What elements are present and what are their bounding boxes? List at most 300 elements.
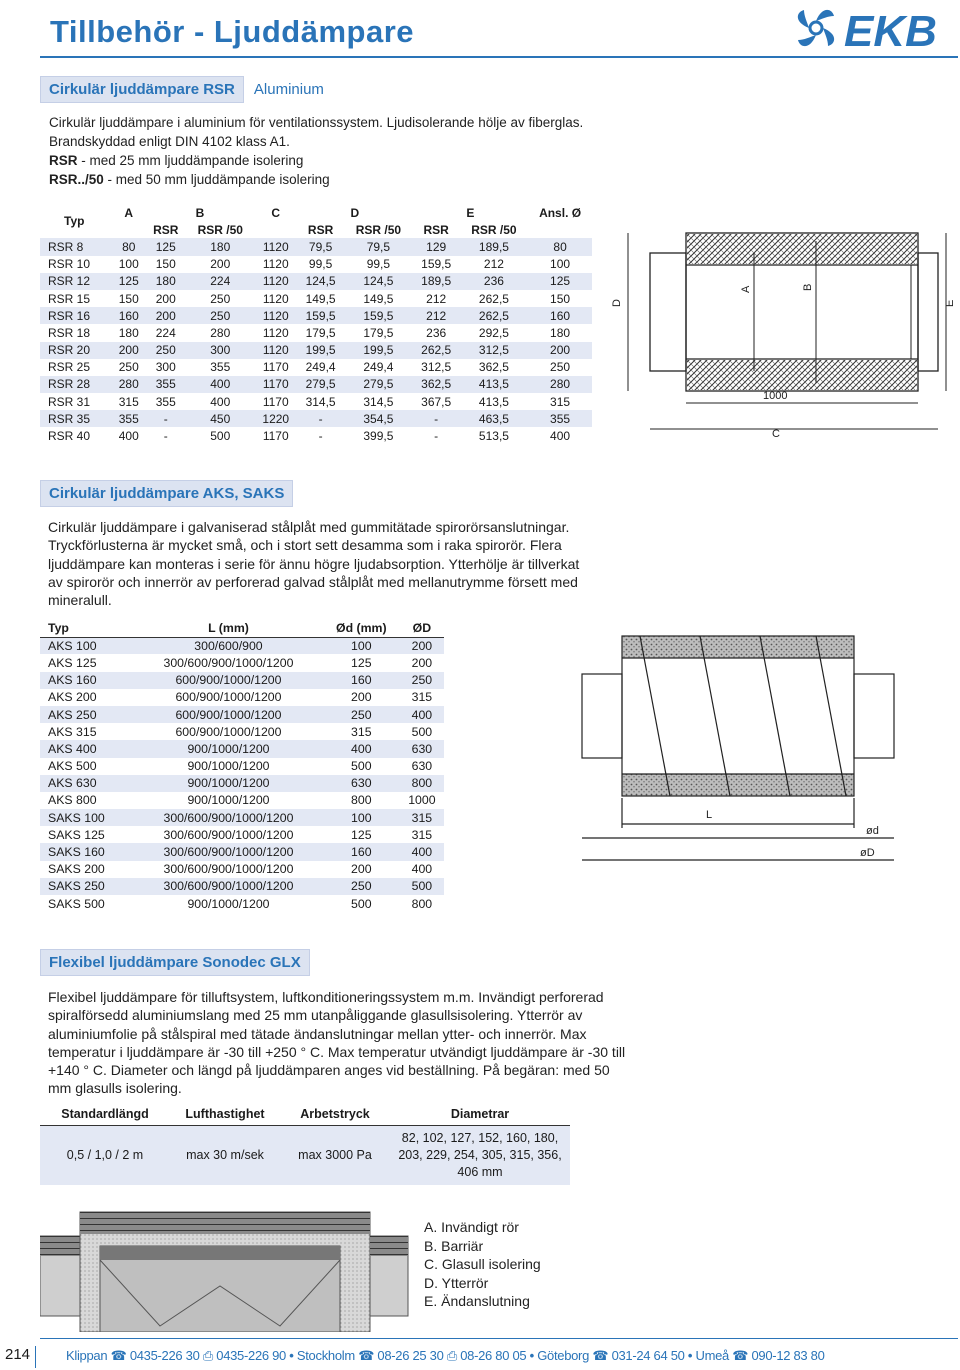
aks-value-cell: 300/600/900 xyxy=(134,637,323,654)
aks-value-cell: 900/1000/1200 xyxy=(134,775,323,792)
aks-table-row xyxy=(40,672,444,689)
rsr-value-cell: 189,5 xyxy=(413,273,460,290)
rsr-table-row xyxy=(40,359,592,376)
rsr-value-cell: 150 xyxy=(155,257,176,272)
rsr-value-cell: 355 xyxy=(145,376,186,393)
rsr-type-cell: RSR 25 xyxy=(48,360,91,375)
rsr-value-cell: 180 xyxy=(145,273,186,290)
glx-col-diameters: Diametrar xyxy=(390,1103,570,1125)
rsr-value-cell: 150 xyxy=(118,291,139,306)
legend-d: D. Ytterrör xyxy=(424,1274,489,1291)
aks-value-cell: 900/1000/1200 xyxy=(134,740,323,757)
rsr-value-cell: 315 xyxy=(118,394,139,409)
rsr-value-cell: 355 xyxy=(112,410,145,427)
glx-pressure: max 3000 Pa xyxy=(280,1125,390,1185)
footer-city: Stockholm xyxy=(296,1348,355,1363)
logo-text: EKB xyxy=(844,7,937,52)
aks-col-oD: ØD xyxy=(400,620,444,637)
rsr-value-cell: 315 xyxy=(550,394,571,409)
rsr-table-row xyxy=(40,393,592,410)
aks-type-cell: SAKS 100 xyxy=(40,809,134,826)
rsr-value-cell: 1170 xyxy=(262,394,289,409)
rsr-type-cell: RSR 10 xyxy=(48,257,91,272)
aks-value-cell: 630 xyxy=(323,775,400,792)
aks-value-cell: 400 xyxy=(400,843,444,860)
glx-row xyxy=(40,1125,570,1185)
rsr-value-cell: 280 xyxy=(112,376,145,393)
aks-table xyxy=(40,620,444,912)
rsr-type-cell: RSR 15 xyxy=(48,291,91,306)
rsr-value-cell: 79,5 xyxy=(297,238,344,255)
footer-contacts xyxy=(66,1348,825,1364)
rsr-value-cell: 1120 xyxy=(262,257,289,272)
rsr-value-cell: 1220 xyxy=(254,410,297,427)
rsr-value-cell: 180 xyxy=(186,238,254,255)
aks-table-row xyxy=(40,740,444,757)
rsr-table-row xyxy=(40,238,592,255)
footer-city: Göteborg xyxy=(537,1348,590,1363)
aks-type-cell: AKS 200 xyxy=(48,690,97,705)
rsr-value-cell: 355 xyxy=(528,410,592,427)
rsr-table-row xyxy=(40,273,592,290)
col-ansl: Ansl. Ø xyxy=(539,205,582,220)
rsr-value-cell: 292,5 xyxy=(478,325,509,340)
aks-type-cell: AKS 100 xyxy=(40,637,134,654)
aks-type-cell: AKS 630 xyxy=(40,775,134,792)
page-number: 214 xyxy=(0,1346,36,1368)
aks-value-cell: 315 xyxy=(411,827,433,842)
rsr-value-cell: 279,5 xyxy=(344,376,412,393)
col-b-rsr: RSR xyxy=(153,222,179,237)
col-d-rsr: RSR xyxy=(307,222,334,237)
rsr-value-cell: 1120 xyxy=(254,238,297,255)
fan-icon xyxy=(798,10,834,46)
aks-value-cell: 400 xyxy=(411,862,433,877)
aks-table-row xyxy=(40,654,444,671)
aks-table-row xyxy=(40,723,444,740)
aks-value-cell: 200 xyxy=(400,637,444,654)
aks-value-cell: 300/600/900/1000/1200 xyxy=(134,878,323,895)
aks-table-row xyxy=(40,878,444,895)
glx-heading-label: Flexibel ljuddämpare Sonodec GLX xyxy=(40,949,310,976)
glx-col-length: Standardlängd xyxy=(40,1103,170,1125)
aks-table-row xyxy=(40,861,444,878)
rsr-value-cell: 125 xyxy=(528,273,592,290)
rsr-value-cell: 250 xyxy=(145,342,186,359)
aks-value-cell: 500 xyxy=(351,759,372,774)
footer-rule xyxy=(40,1338,958,1339)
rsr-value-cell: 249,4 xyxy=(305,360,336,375)
glx-legend xyxy=(424,1218,541,1311)
aks-type-cell: SAKS 125 xyxy=(48,827,105,842)
rsr-value-cell: 355 xyxy=(155,394,176,409)
fax-icon: ⎙ xyxy=(202,1348,213,1363)
rsr-value-cell: 413,5 xyxy=(460,376,528,393)
aks-value-cell: 200 xyxy=(351,690,372,705)
rsr-value-cell: 250 xyxy=(118,360,139,375)
phone-icon: ☎ xyxy=(592,1348,609,1363)
rsr-value-cell: 280 xyxy=(528,376,592,393)
rsr-value-cell: 150 xyxy=(550,291,571,306)
footer-tel: 08-26 25 30 xyxy=(377,1348,444,1363)
rsr-type-cell: RSR 20 xyxy=(40,342,112,359)
col-b: B xyxy=(195,205,205,220)
rsr-value-cell: 354,5 xyxy=(344,410,412,427)
aks-value-cell: 250 xyxy=(323,706,400,723)
rsr-value-cell: 212 xyxy=(413,307,460,324)
rsr-value-cell: 300 xyxy=(186,342,254,359)
rsr-value-cell: 300 xyxy=(155,360,176,375)
aks-col-l: L (mm) xyxy=(134,620,323,637)
aks-value-cell: 630 xyxy=(400,740,444,757)
legend-c: C. Glasull isolering xyxy=(424,1256,541,1273)
glx-col-pressure: Arbetstryck xyxy=(280,1103,390,1125)
rsr-value-cell: 1170 xyxy=(254,376,297,393)
aks-value-cell: 100 xyxy=(323,809,400,826)
rsr-value-cell: 125 xyxy=(112,273,145,290)
aks-value-cell: 100 xyxy=(323,637,400,654)
rsr-desc-3: RSR../50 - med 50 mm ljuddämpande isolering xyxy=(49,172,330,187)
rsr-value-cell: 200 xyxy=(112,342,145,359)
legend-a: A. Invändigt rör xyxy=(424,1219,519,1235)
rsr-type-cell: RSR 31 xyxy=(48,394,91,409)
aks-value-cell: 500 xyxy=(351,896,372,911)
rsr-value-cell: 236 xyxy=(426,325,447,340)
col-d: D xyxy=(350,205,360,220)
rsr-value-cell: 280 xyxy=(210,325,231,340)
col-e-rsr50: RSR /50 xyxy=(471,222,517,237)
aks-value-cell: 250 xyxy=(323,878,400,895)
footer-city: Klippan xyxy=(66,1348,108,1363)
rsr-value-cell: 450 xyxy=(186,410,254,427)
rsr-type-cell: RSR 16 xyxy=(40,307,112,324)
footer-fax: 0435-226 90 xyxy=(216,1348,286,1363)
rsr-table-row xyxy=(40,256,592,273)
aks-value-cell: 800 xyxy=(400,775,444,792)
footer-fax: 08-26 80 05 xyxy=(460,1348,527,1363)
dim-length: 1000 xyxy=(763,390,788,402)
col-e: E xyxy=(466,205,475,220)
rsr-table-row xyxy=(40,342,592,359)
rsr-value-cell: 224 xyxy=(186,273,254,290)
rsr-value-cell: 236 xyxy=(460,273,528,290)
bullet-icon: • xyxy=(529,1348,534,1363)
col-d-rsr50: RSR /50 xyxy=(355,222,402,237)
rsr-type-cell: RSR 12 xyxy=(40,273,112,290)
aks-value-cell: 600/900/1000/1200 xyxy=(175,690,282,705)
aks-table-row xyxy=(40,775,444,792)
rsr-table-row xyxy=(40,324,592,341)
rsr-heading xyxy=(40,76,334,103)
bullet-icon: • xyxy=(289,1348,294,1363)
rsr-value-cell: - xyxy=(145,410,186,427)
rsr-type-cell: RSR 35 xyxy=(40,410,112,427)
rsr-value-cell: 100 xyxy=(550,257,571,272)
rsr-type-cell: RSR 18 xyxy=(48,325,91,340)
rsr-value-cell: 312,5 xyxy=(460,342,528,359)
rsr-value-cell: 1170 xyxy=(262,429,289,444)
rsr-value-cell: 1120 xyxy=(254,342,297,359)
aks-value-cell: 500 xyxy=(400,878,444,895)
rsr-value-cell: 314,5 xyxy=(305,394,336,409)
dim-d: D xyxy=(611,299,623,307)
aks-header-row xyxy=(40,620,444,637)
rsr-value-cell: 312,5 xyxy=(421,360,452,375)
rsr-value-cell: 200 xyxy=(145,307,186,324)
aks-value-cell: 300/600/900/1000/1200 xyxy=(134,843,323,860)
bullet-icon: • xyxy=(687,1348,693,1363)
rsr-value-cell: 200 xyxy=(528,342,592,359)
col-c: C xyxy=(271,205,281,220)
rsr-table-row xyxy=(40,307,592,324)
aks-table-row xyxy=(40,792,444,809)
dim-e: E xyxy=(944,299,956,307)
rsr-table-row xyxy=(40,410,592,427)
glx-speed: max 30 m/sek xyxy=(170,1125,280,1185)
aks-value-cell: 1000 xyxy=(408,793,436,808)
rsr-value-cell: 362,5 xyxy=(478,360,509,375)
dim-c: C xyxy=(772,428,780,440)
rsr-value-cell: 1120 xyxy=(262,291,289,306)
glx-diameters: 82, 102, 127, 152, 160, 180, 203, 229, 254, 305, 315, 356, 406 mm xyxy=(390,1125,570,1185)
rsr-value-cell: 159,5 xyxy=(421,257,452,272)
rsr-type-cell: RSR 28 xyxy=(40,376,112,393)
aks-description: Cirkulär ljuddämpare i galvaniserad stålplåt med gummitätade spirorörsanslutningar. Tryckförlusterna är mycket små, och i stort sett desamma som i raka spirorör. Flera ljuddämpare kan monteras i serie för ännu högre ljudabsorption. Ytterhölje är tillverkat av spirorör och innerrör av perforerad galvad stålplåt med mellanutrymme försett med mineralull. xyxy=(48,519,580,609)
rsr-value-cell: - xyxy=(318,429,323,444)
aks-value-cell: 125 xyxy=(351,655,372,670)
aks-heading-label: Cirkulär ljuddämpare AKS, SAKS xyxy=(40,480,293,507)
rsr-header-row-2 xyxy=(40,221,592,238)
rsr-value-cell: 129 xyxy=(413,238,460,255)
aks-value-cell: 315 xyxy=(411,690,433,705)
dim-a: A xyxy=(740,285,752,293)
rsr-value-cell: 100 xyxy=(118,257,139,272)
aks-dim-l: L xyxy=(706,809,713,821)
rsr-value-cell: 149,5 xyxy=(305,291,336,306)
rsr-value-cell: 179,5 xyxy=(305,325,336,340)
glx-length: 0,5 / 1,0 / 2 m xyxy=(40,1125,170,1185)
ekb-logo xyxy=(790,4,960,52)
rsr-value-cell: 224 xyxy=(155,325,176,340)
aks-value-cell: 300/600/900/1000/1200 xyxy=(134,809,323,826)
footer-tel: 0435-226 30 xyxy=(129,1348,200,1363)
title-rule xyxy=(40,56,958,58)
glx-col-speed: Lufthastighet xyxy=(170,1103,280,1125)
rsr-value-cell: 99,5 xyxy=(308,257,333,272)
aks-type-cell: SAKS 500 xyxy=(48,896,105,911)
col-e-rsr: RSR xyxy=(423,222,449,237)
rsr-desc-1: Cirkulär ljuddämpare i aluminium för ventilationssystem. Ljudisolerande hölje av fiberglas. Brandskyddad enligt DIN 4102 klass A1. xyxy=(49,115,584,149)
aks-table-row xyxy=(40,895,444,912)
aks-value-cell: 900/1000/1200 xyxy=(187,793,270,808)
rsr-value-cell: 250 xyxy=(186,307,254,324)
aks-type-cell: AKS 125 xyxy=(48,655,97,670)
aks-value-cell: 315 xyxy=(400,809,444,826)
rsr-value-cell: 160 xyxy=(112,307,145,324)
rsr-value-cell: 400 xyxy=(550,429,571,444)
rsr-value-cell: 200 xyxy=(155,291,176,306)
rsr-value-cell: 367,5 xyxy=(421,394,452,409)
aks-value-cell: 800 xyxy=(351,793,372,808)
rsr-table-row xyxy=(40,427,592,444)
footer-city: Umeå xyxy=(695,1348,729,1363)
page-title: Tillbehör - Ljuddämpare xyxy=(50,14,415,49)
aks-type-cell: AKS 400 xyxy=(40,740,134,757)
rsr-value-cell: 262,5 xyxy=(460,307,528,324)
rsr-value-cell: 124,5 xyxy=(297,273,344,290)
aks-value-cell: 800 xyxy=(411,896,433,911)
rsr-value-cell: 180 xyxy=(118,325,139,340)
rsr-value-cell: 362,5 xyxy=(413,376,460,393)
rsr-value-cell: 413,5 xyxy=(478,394,509,409)
rsr-table xyxy=(40,204,592,445)
rsr-value-cell: 160 xyxy=(528,307,592,324)
phone-icon: ☎ xyxy=(732,1348,749,1363)
phone-icon: ☎ xyxy=(110,1348,127,1363)
rsr-value-cell: 249,4 xyxy=(363,360,394,375)
rsr-description xyxy=(49,113,599,189)
rsr-value-cell: 199,5 xyxy=(297,342,344,359)
rsr-value-cell: 179,5 xyxy=(363,325,394,340)
rsr-value-cell: 124,5 xyxy=(344,273,412,290)
aks-table-row xyxy=(40,809,444,826)
aks-value-cell: 300/600/900/1000/1200 xyxy=(163,862,294,877)
aks-type-cell: AKS 315 xyxy=(48,724,97,739)
rsr-value-cell: - xyxy=(163,429,168,444)
aks-diagram xyxy=(580,628,910,870)
glx-table xyxy=(40,1103,570,1185)
glx-description: Flexibel ljuddämpare för tilluftsystem, luftkonditioneringssystem m.m. Invändigt perforerad spiralförsedd aluminiumslang med 25 mm utanpåliggande glasullsisolering. Ytterrör av aluminiumfolie på stålspiral med tätade ändanslutningar mellan ytter- och innerrör. Max temperatur i ljuddämpare är -30 till +250 ° C. Max temperatur utvändigt ljuddämpare är -30 till +140 ° C. Diameter och längd på ljuddämparen anges vid beställning. På begäran: med 50 mm glasulls isolering. xyxy=(48,989,626,1097)
aks-type-cell: SAKS 250 xyxy=(40,878,134,895)
aks-col-od: Ød (mm) xyxy=(323,620,400,637)
aks-type-cell: SAKS 200 xyxy=(48,862,105,877)
aks-value-cell: 600/900/1000/1200 xyxy=(134,672,323,689)
footer-tel: 031-24 64 50 xyxy=(611,1348,685,1363)
aks-col-typ: Typ xyxy=(40,620,134,637)
rsr-value-cell: 355 xyxy=(210,360,231,375)
aks-type-cell: AKS 500 xyxy=(48,759,97,774)
rsr-value-cell: 399,5 xyxy=(363,429,394,444)
glx-heading xyxy=(40,949,310,976)
aks-value-cell: 200 xyxy=(411,655,433,670)
rsr-value-cell: 80 xyxy=(528,238,592,255)
rsr-heading-label: Cirkulär ljuddämpare RSR xyxy=(40,76,244,103)
aks-value-cell: 250 xyxy=(400,672,444,689)
rsr-type-cell: RSR 40 xyxy=(48,429,91,444)
footer-tel: 090-12 83 80 xyxy=(751,1348,825,1363)
rsr-value-cell: 180 xyxy=(550,325,571,340)
rsr-value-cell: - xyxy=(434,429,439,444)
rsr-value-cell: 250 xyxy=(550,360,571,375)
glx-header-row xyxy=(40,1103,570,1125)
aks-table-row xyxy=(40,843,444,860)
aks-value-cell: 600/900/1000/1200 xyxy=(175,724,282,739)
rsr-value-cell: 189,5 xyxy=(460,238,528,255)
dim-b: B xyxy=(802,283,814,291)
aks-value-cell: 125 xyxy=(351,827,372,842)
rsr-value-cell: 1120 xyxy=(254,307,297,324)
aks-type-cell: SAKS 160 xyxy=(40,843,134,860)
rsr-value-cell: 1120 xyxy=(262,325,289,340)
rsr-type-cell: RSR 8 xyxy=(40,238,112,255)
rsr-value-cell: 212 xyxy=(426,291,447,306)
rsr-value-cell: 159,5 xyxy=(344,307,412,324)
aks-value-cell: 400 xyxy=(323,740,400,757)
rsr-value-cell: 314,5 xyxy=(363,394,394,409)
aks-value-cell: 630 xyxy=(411,759,433,774)
aks-table-row xyxy=(40,689,444,706)
aks-type-cell: AKS 800 xyxy=(48,793,97,808)
aks-value-cell: 900/1000/1200 xyxy=(187,759,270,774)
col-b-rsr50: RSR /50 xyxy=(197,222,243,237)
col-typ: Typ xyxy=(64,214,85,229)
aks-dim-oD: øD xyxy=(860,847,875,859)
rsr-value-cell: 400 xyxy=(210,394,231,409)
aks-heading xyxy=(40,480,293,507)
aks-value-cell: 300/600/900/1000/1200 xyxy=(163,827,294,842)
legend-b: B. Barriär xyxy=(424,1237,484,1254)
rsr-diagram xyxy=(598,205,956,445)
aks-dim-od: ød xyxy=(866,825,879,837)
rsr-value-cell: 1170 xyxy=(262,360,289,375)
rsr-material: Aluminium xyxy=(253,81,324,98)
phone-icon: ☎ xyxy=(358,1348,375,1363)
rsr-value-cell: 262,5 xyxy=(413,342,460,359)
aks-value-cell: 400 xyxy=(400,706,444,723)
rsr-value-cell: 99,5 xyxy=(366,257,391,272)
rsr-value-cell: 250 xyxy=(210,291,231,306)
rsr-value-cell: 513,5 xyxy=(478,429,509,444)
aks-type-cell: AKS 160 xyxy=(40,672,134,689)
legend-e: E. Ändanslutning xyxy=(424,1293,530,1310)
rsr-value-cell: 1120 xyxy=(254,273,297,290)
rsr-value-cell: - xyxy=(297,410,344,427)
rsr-value-cell: 199,5 xyxy=(344,342,412,359)
rsr-table-row xyxy=(40,290,592,307)
rsr-value-cell: 279,5 xyxy=(297,376,344,393)
aks-value-cell: 315 xyxy=(351,724,372,739)
rsr-value-cell: 80 xyxy=(112,238,145,255)
glx-diagram xyxy=(40,1206,410,1332)
col-a: A xyxy=(124,205,134,220)
aks-table-row xyxy=(40,758,444,775)
aks-value-cell: 500 xyxy=(411,724,433,739)
rsr-value-cell: 125 xyxy=(145,238,186,255)
rsr-value-cell: 79,5 xyxy=(344,238,412,255)
rsr-value-cell: 159,5 xyxy=(297,307,344,324)
rsr-value-cell: 149,5 xyxy=(363,291,394,306)
rsr-value-cell: 400 xyxy=(186,376,254,393)
aks-value-cell: 300/600/900/1000/1200 xyxy=(163,655,294,670)
aks-value-cell: 200 xyxy=(351,862,372,877)
aks-value-cell: 160 xyxy=(323,672,400,689)
rsr-header-row-1 xyxy=(40,204,592,221)
rsr-value-cell: 500 xyxy=(210,429,231,444)
rsr-value-cell: 400 xyxy=(118,429,139,444)
rsr-value-cell: - xyxy=(413,410,460,427)
rsr-table-row xyxy=(40,376,592,393)
rsr-value-cell: 463,5 xyxy=(460,410,528,427)
aks-table-row xyxy=(40,706,444,723)
aks-table-row xyxy=(40,826,444,843)
rsr-value-cell: 200 xyxy=(210,257,231,272)
aks-value-cell: 600/900/1000/1200 xyxy=(134,706,323,723)
aks-value-cell: 900/1000/1200 xyxy=(187,896,270,911)
rsr-value-cell: 212 xyxy=(483,257,504,272)
fax-icon: ⎙ xyxy=(446,1348,457,1363)
aks-type-cell: AKS 250 xyxy=(40,706,134,723)
rsr-desc-2: RSR - med 25 mm ljuddämpande isolering xyxy=(49,153,304,168)
